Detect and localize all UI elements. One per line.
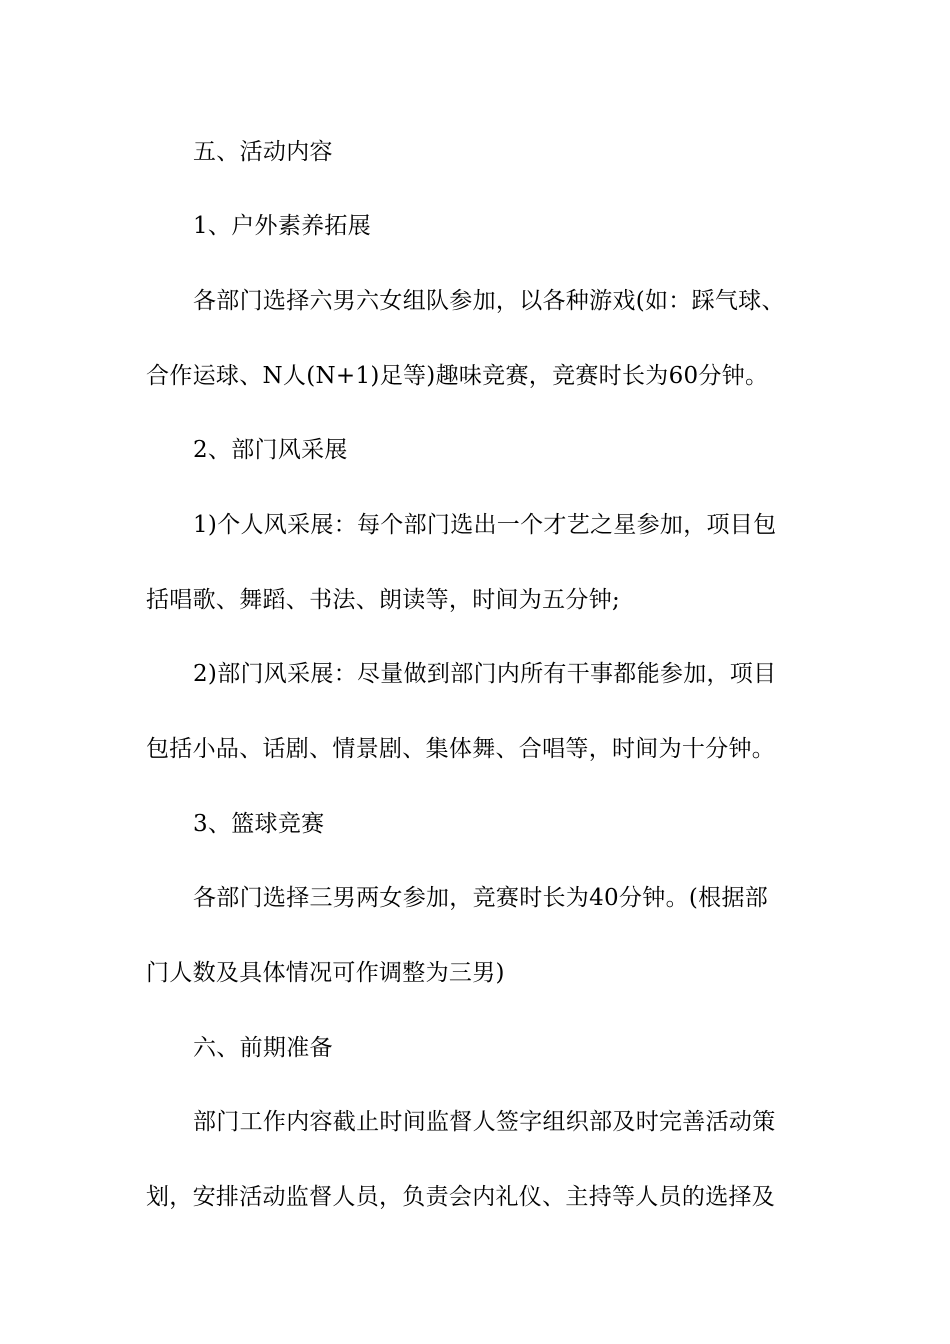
paragraph-line: 各部门选择六男六女组队参加，以各种游戏(如：踩气球、 — [193, 288, 785, 314]
subheading-department-showcase: 2、部门风采展 — [193, 437, 348, 463]
section-heading-preparation: 六、前期准备 — [193, 1035, 333, 1061]
subheading-basketball: 3、篮球竞赛 — [193, 811, 325, 837]
paragraph-line: 包括小品、话剧、情景剧、集体舞、合唱等，时间为十分钟。 — [146, 736, 776, 762]
paragraph-line: 各部门选择三男两女参加，竞赛时长为40分钟。(根据部 — [193, 885, 769, 911]
paragraph-line: 门人数及具体情况可作调整为三男) — [146, 960, 505, 986]
section-heading-activity-content: 五、活动内容 — [193, 139, 333, 165]
paragraph-line: 划，安排活动监督人员，负责会内礼仪、主持等人员的选择及 — [146, 1184, 776, 1210]
paragraph-line: 括唱歌、舞蹈、书法、朗读等，时间为五分钟; — [146, 587, 621, 613]
paragraph-line: 合作运球、N人(N+1)足等)趣味竞赛，竞赛时长为60分钟。 — [146, 363, 769, 389]
subheading-outdoor-expansion: 1、户外素养拓展 — [193, 213, 372, 239]
paragraph-line: 部门工作内容截止时间监督人签字组织部及时完善活动策 — [193, 1109, 776, 1135]
paragraph-line: 2)部门风采展：尽量做到部门内所有干事都能参加，项目 — [193, 661, 777, 687]
paragraph-line: 1)个人风采展：每个部门选出一个才艺之星参加，项目包 — [193, 512, 777, 538]
